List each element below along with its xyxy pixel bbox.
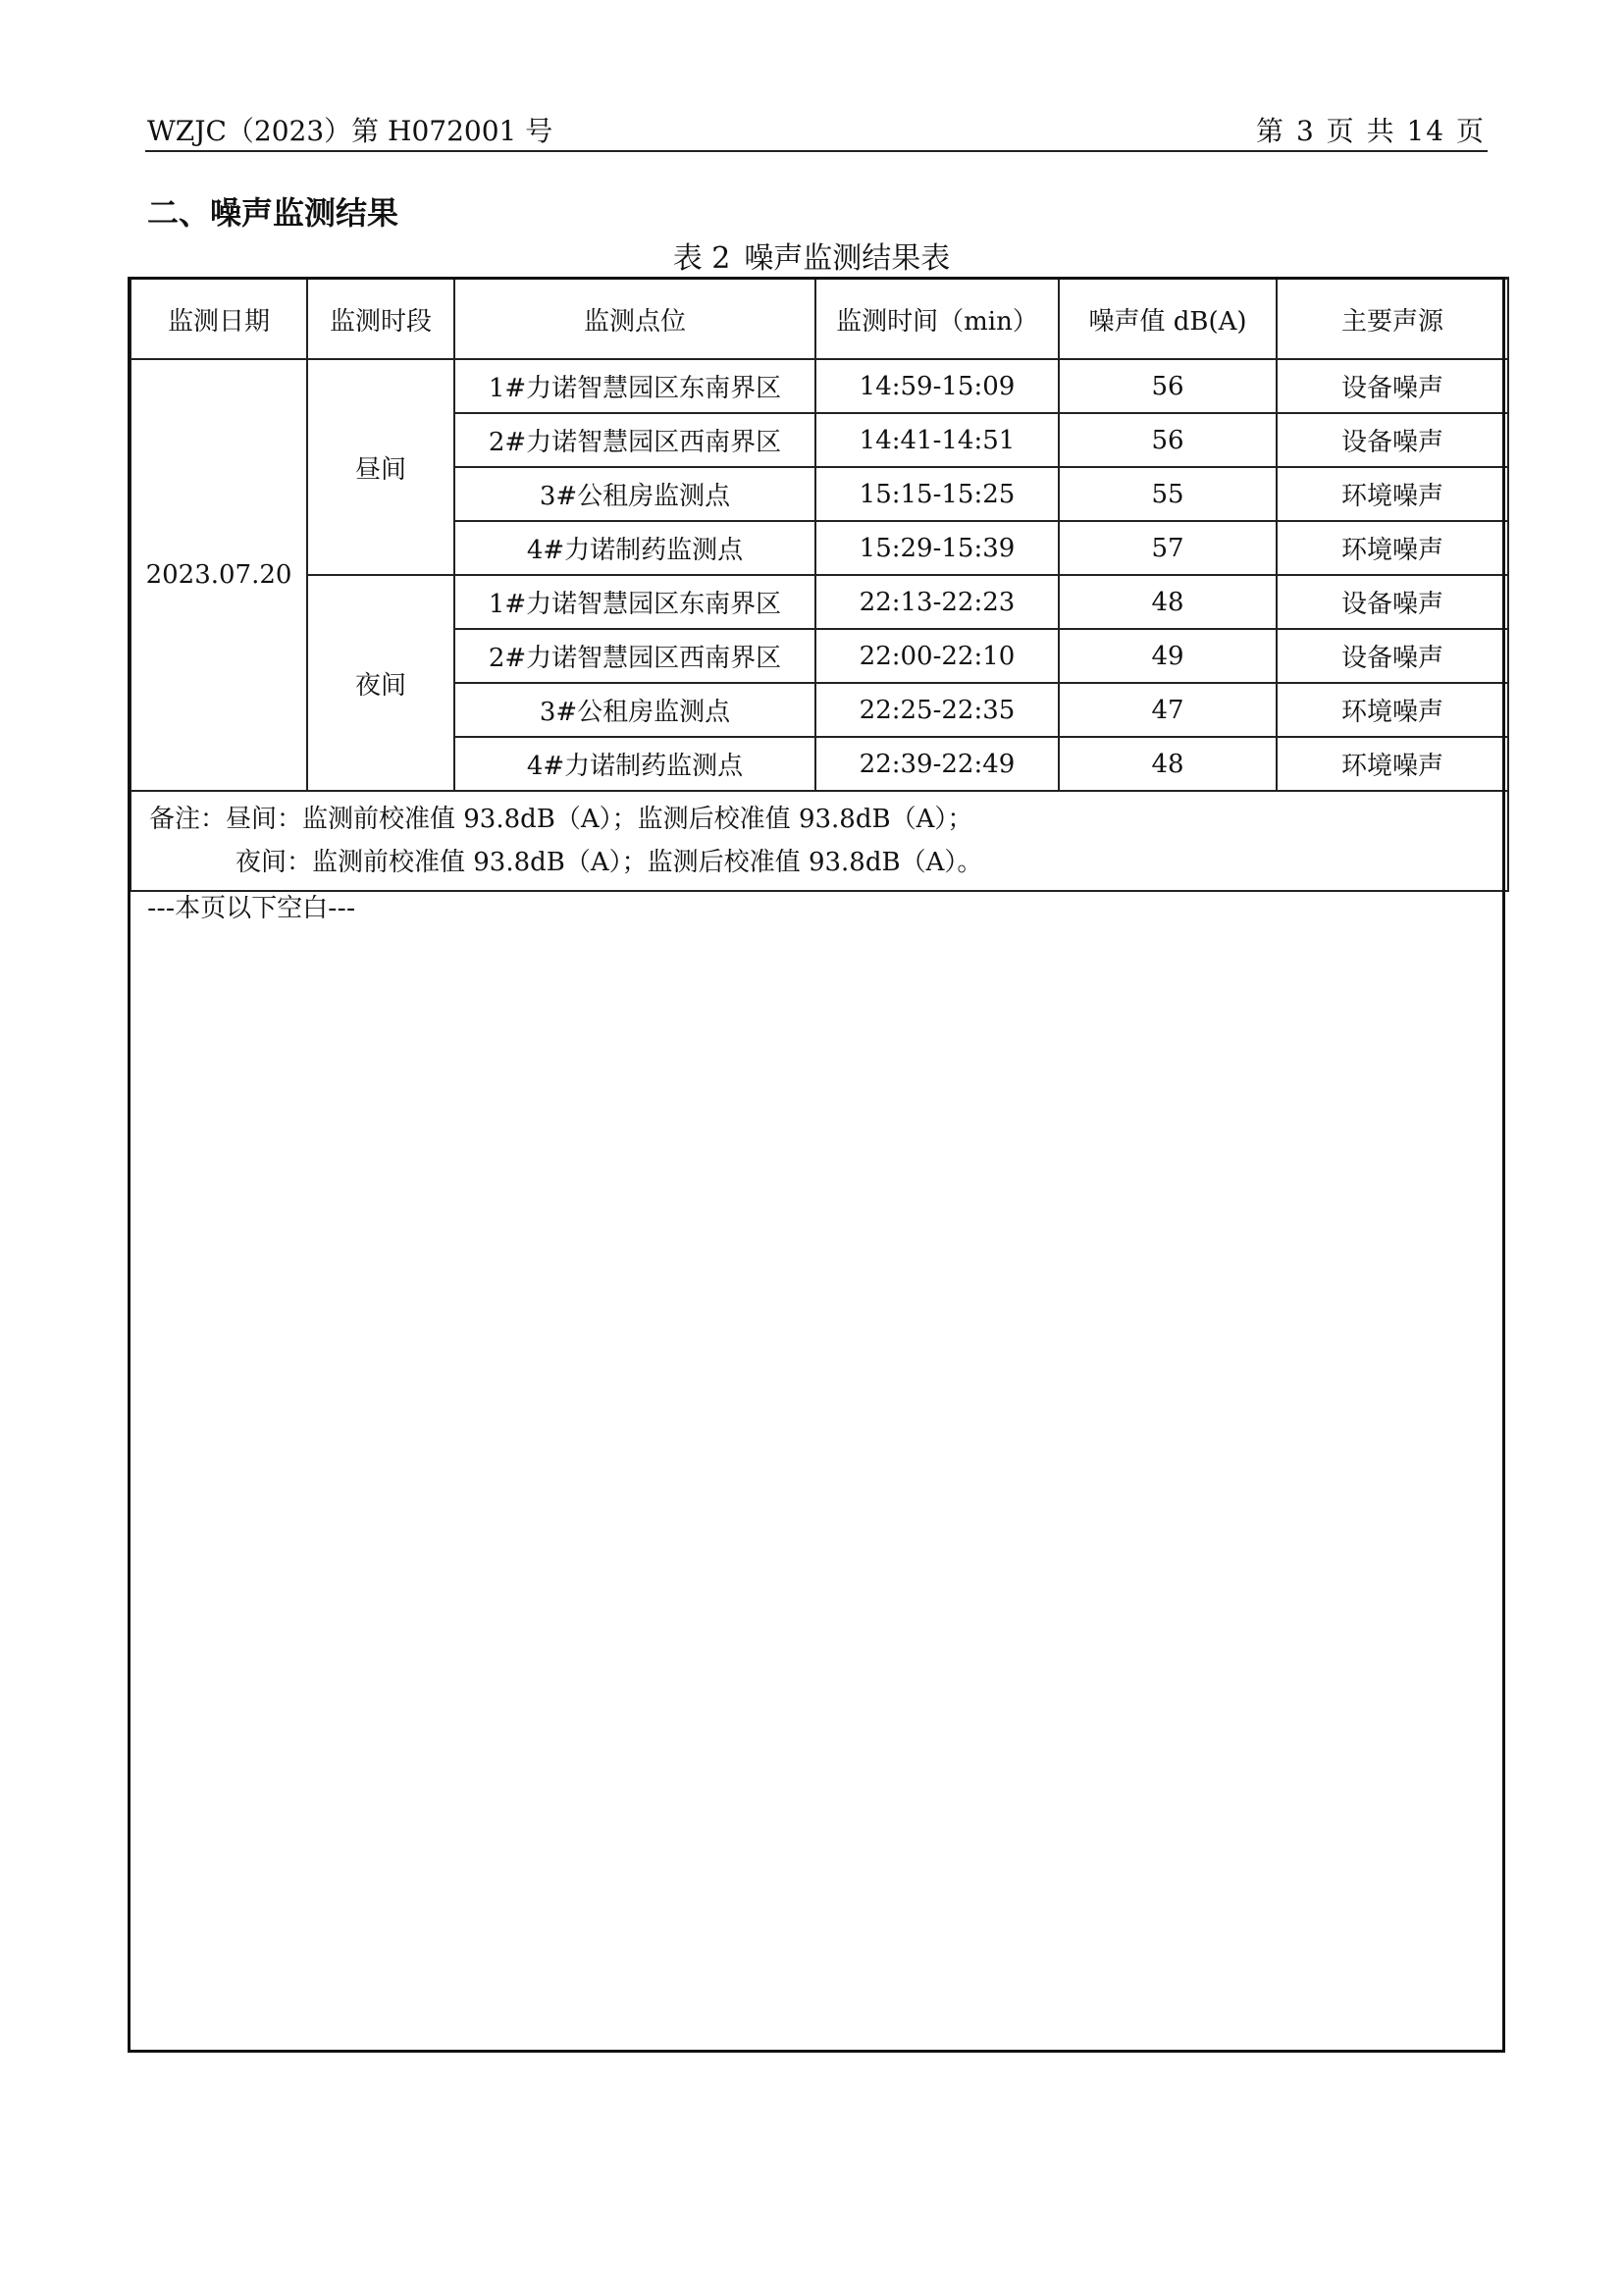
noise-results-table xyxy=(130,277,1509,892)
value-cell: 55 xyxy=(1059,467,1277,521)
time-cell: 22:25-22:35 xyxy=(815,683,1059,737)
note-line-day: 备注：昼间：监测前校准值 93.8dB（A）；监测后校准值 93.8dB（A）； xyxy=(149,805,973,834)
point-cell: 2#力诺智慧园区西南界区 xyxy=(454,413,815,467)
value-cell: 56 xyxy=(1059,359,1277,413)
column-header: 噪声值 dB(A) xyxy=(1059,279,1277,360)
column-header: 主要声源 xyxy=(1277,279,1508,360)
source-cell: 设备噪声 xyxy=(1277,359,1508,413)
point-cell: 2#力诺智慧园区西南界区 xyxy=(454,629,815,683)
source-cell: 环境噪声 xyxy=(1277,683,1508,737)
time-cell: 22:00-22:10 xyxy=(815,629,1059,683)
source-cell: 环境噪声 xyxy=(1277,521,1508,575)
column-header: 监测点位 xyxy=(454,279,815,360)
notes-cell xyxy=(131,791,1508,891)
time-cell: 22:39-22:49 xyxy=(815,737,1059,791)
value-cell: 57 xyxy=(1059,521,1277,575)
point-cell: 1#力诺智慧园区东南界区 xyxy=(454,359,815,413)
date-cell: 2023.07.20 xyxy=(131,359,307,791)
table-row xyxy=(131,575,1508,629)
value-cell: 47 xyxy=(1059,683,1277,737)
table-header-row xyxy=(131,279,1508,360)
header-divider xyxy=(145,150,1488,152)
note-line-night: 夜间：监测前校准值 93.8dB（A）；监测后校准值 93.8dB（A）。 xyxy=(236,848,983,877)
section-title: 二、噪声监测结果 xyxy=(147,194,399,232)
source-cell: 环境噪声 xyxy=(1277,737,1508,791)
table-caption-number: 表 2 xyxy=(672,241,731,276)
source-cell: 环境噪声 xyxy=(1277,467,1508,521)
value-cell: 48 xyxy=(1059,575,1277,629)
period-cell-day: 昼间 xyxy=(307,359,454,575)
time-cell: 15:15-15:25 xyxy=(815,467,1059,521)
table-caption-title: 噪声监测结果表 xyxy=(744,241,951,276)
point-cell: 1#力诺智慧园区东南界区 xyxy=(454,575,815,629)
value-cell: 56 xyxy=(1059,413,1277,467)
column-header: 监测日期 xyxy=(131,279,307,360)
value-cell: 49 xyxy=(1059,629,1277,683)
period-cell-night: 夜间 xyxy=(307,575,454,791)
point-cell: 4#力诺制药监测点 xyxy=(454,521,815,575)
point-cell: 3#公租房监测点 xyxy=(454,467,815,521)
time-cell: 22:13-22:23 xyxy=(815,575,1059,629)
column-header: 监测时间（min） xyxy=(815,279,1059,360)
table-caption xyxy=(0,234,1623,277)
blank-page-marker: ---本页以下空白--- xyxy=(147,894,356,923)
source-cell: 设备噪声 xyxy=(1277,629,1508,683)
notes-row xyxy=(131,791,1508,891)
report-number: WZJC（2023）第 H072001 号 xyxy=(147,115,553,147)
value-cell: 48 xyxy=(1059,737,1277,791)
time-cell: 14:41-14:51 xyxy=(815,413,1059,467)
point-cell: 4#力诺制药监测点 xyxy=(454,737,815,791)
page-indicator: 第 3 页 共 14 页 xyxy=(1256,115,1486,147)
column-header: 监测时段 xyxy=(307,279,454,360)
table-row xyxy=(131,359,1508,413)
time-cell: 15:29-15:39 xyxy=(815,521,1059,575)
source-cell: 设备噪声 xyxy=(1277,575,1508,629)
point-cell: 3#公租房监测点 xyxy=(454,683,815,737)
time-cell: 14:59-15:09 xyxy=(815,359,1059,413)
source-cell: 设备噪声 xyxy=(1277,413,1508,467)
